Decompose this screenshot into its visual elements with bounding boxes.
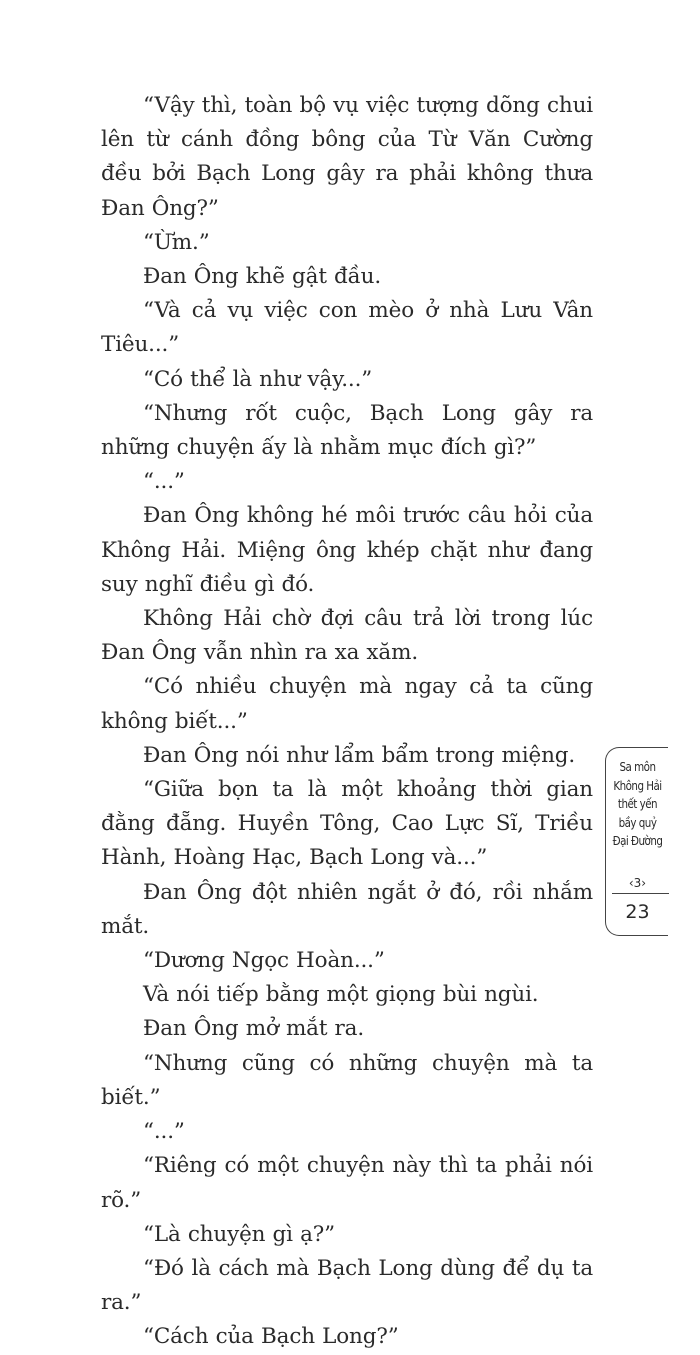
paragraph: Đan Ông đột nhiên ngắt ở đó, rồi nhắm mắt. [101, 879, 593, 939]
paragraph: “Nhưng cũng có những chuyện mà ta biết.” [101, 1050, 593, 1110]
volume-number: ‹3› [628, 876, 647, 890]
paragraph: Đan Ông không hé môi trước câu hỏi của Không Hải. Miệng ông khép chặt như đang suy nghĩ điều gì đó. [101, 503, 593, 597]
paragraph: “...” [143, 469, 185, 495]
series-title-line: Không Hải [613, 778, 662, 793]
paragraph: “Và cả vụ việc con mèo ở nhà Lưu Vân Tiêu...” [101, 298, 593, 358]
paragraph: “Ừm.” [143, 229, 210, 255]
paragraph: Đan Ông nói như lẩm bẩm trong miệng. [143, 742, 576, 768]
paragraph: Đan Ông khẽ gật đầu. [143, 264, 382, 290]
series-title-line: thết yến [617, 797, 658, 811]
paragraph: “Giữa bọn ta là một khoảng thời gian đằng đẵng. Huyền Tông, Cao Lực Sĩ, Triều Hành, Hoàng Hạc, Bạch Long và...” [101, 777, 593, 871]
book-series-title [610, 758, 664, 851]
paragraph: Và nói tiếp bằng một giọng bùi ngùi. [143, 982, 539, 1008]
running-header-tab [605, 747, 668, 936]
paragraph: “Dương Ngọc Hoàn...” [143, 948, 385, 974]
series-title-line: bầy quỷ [618, 815, 657, 830]
paragraph: Đan Ông mở mắt ra. [143, 1016, 364, 1042]
series-title-line: Đại Đường [612, 834, 663, 848]
paragraph: “Có nhiều chuyện mà ngay cả ta cũng không biết...” [101, 674, 593, 734]
paragraph: Không Hải chờ đợi câu trả lời trong lúc Đan Ông vẫn nhìn ra xa xăm. [101, 606, 593, 666]
paragraph: “...” [143, 1119, 185, 1145]
series-title-line: Sa môn [619, 760, 656, 774]
paragraph: “Cách của Bạch Long?” [143, 1324, 399, 1350]
page-number: 23 [625, 901, 650, 923]
paragraph: “Riêng có một chuyện này thì ta phải nói rõ.” [101, 1153, 593, 1213]
paragraph: “Đó là cách mà Bạch Long dùng để dụ ta ra.” [101, 1255, 593, 1316]
paragraph: “Là chuyện gì ạ?” [143, 1221, 335, 1247]
paragraph: “Vậy thì, toàn bộ vụ việc tượng dõng chui lên từ cánh đồng bông của Từ Văn Cường đều bởi Bạch Long gây ra phải không thưa Đan Ông?” [101, 93, 593, 221]
tab-divider [612, 893, 669, 894]
paragraph: “Có thể là như vậy...” [143, 366, 373, 392]
paragraph: “Nhưng rốt cuộc, Bạch Long gây ra những chuyện ấy là nhằm mục đích gì?” [101, 400, 593, 461]
body-text [101, 89, 593, 1355]
